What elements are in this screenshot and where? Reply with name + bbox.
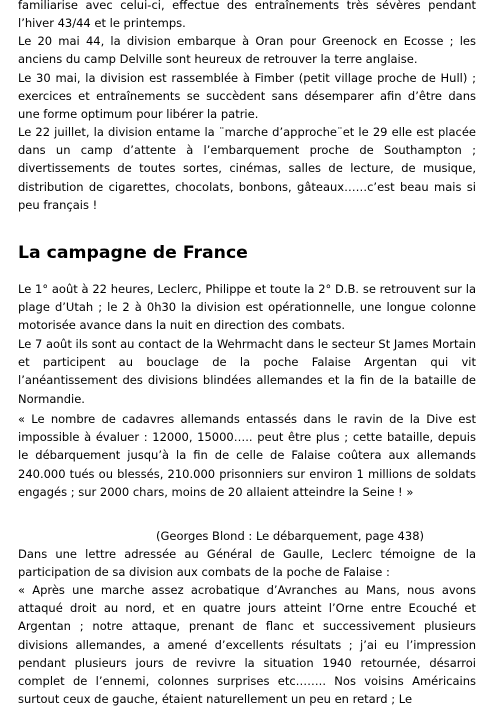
paragraph-august-1: Le 1° août à 22 heures, Leclerc, Philippe et toute la 2° D.B. se retrouvent sur la plage d’Utah ; le 2 à 0h30 la division est opérationnelle, une longue colonne motorisée avance dans la nuit en direction des combats.: [18, 282, 476, 333]
section-heading: La campagne de France: [18, 243, 248, 263]
paragraph-july-22: Le 22 juillet, la division entame la ¨marche d’approche¨et le 29 elle est placée dans un camp d’attente à l’embarquement proche de Southampton ; divertissements de toutes sortes, cinémas, salles de lecture, de musique, distribution de cigarettes, chocolats, bonbons, gâteaux……c’est beau mais si peu français !: [18, 125, 476, 212]
paragraph-may-20: Le 20 mai 44, la division embarque à Oran pour Greenock en Ecosse ; les anciens du camp Delville sont heureux de retrouver la terre anglaise.: [18, 34, 476, 67]
quote-georges-blond: « Le nombre de cadavres allemands entassés dans le ravin de la Dive est impossible à évaluer : 12000, 15000….. peut être plus ; cette bataille, depuis le débarquement jusqu’à la fin de celle de Falaise coûtera aux allemands 240.000 tués ou blessés, 210.000 prisonniers sur environ 1 millions de soldats engagés ; sur 2000 chars, moins de 20 allaient atteindre la Seine ! »: [18, 412, 476, 499]
paragraph-august-7: Le 7 août ils sont au contact de la Wehrmacht dans le secteur St James Mortain et participent au bouclage de la poche Falaise Argentan qui vit l’anéantissement des divisions blindées allemandes et la fin de la bataille de Normandie.: [18, 337, 476, 406]
quote-citation: (Georges Blond : Le débarquement, page 438): [156, 529, 424, 543]
paragraph-letter: Dans une lettre adressée au Général de Gaulle, Leclerc témoigne de la participation de sa division aux combats de la poche de Falaise :: [18, 547, 476, 580]
quote-leclerc-letter: « Après une marche assez acrobatique d’Avranches au Mans, nous avons attaqué droit au nord, et en quatre jours atteint l’Orne entre Ecouché et Argentan ; notre attaque, prenant de flanc et successivement plusieurs divisions allemandes, a amené d’excellents résultats ; j’ai eu l’impression pendant plusieurs jours de revivre la situation 1940 retournée, désarroi complet de l’ennemi, colonnes surprises etc…….. Nos voisins Américains surtout ceux de gauche, étaient naturellement un peu en retard ; Le: [18, 583, 476, 707]
paragraph-may-30: Le 30 mai, la division est rassemblée à Fimber (petit village proche de Hull) ; exercices et entraînements se succèdent sans désemparer afin d’être dans une forme optimum pour libérer la patrie.: [18, 71, 476, 122]
paragraph-intro: familiarise avec celui-ci, effectue des entraînements très sévères pendant l’hiver 43/44 et le printemps.: [18, 0, 476, 31]
